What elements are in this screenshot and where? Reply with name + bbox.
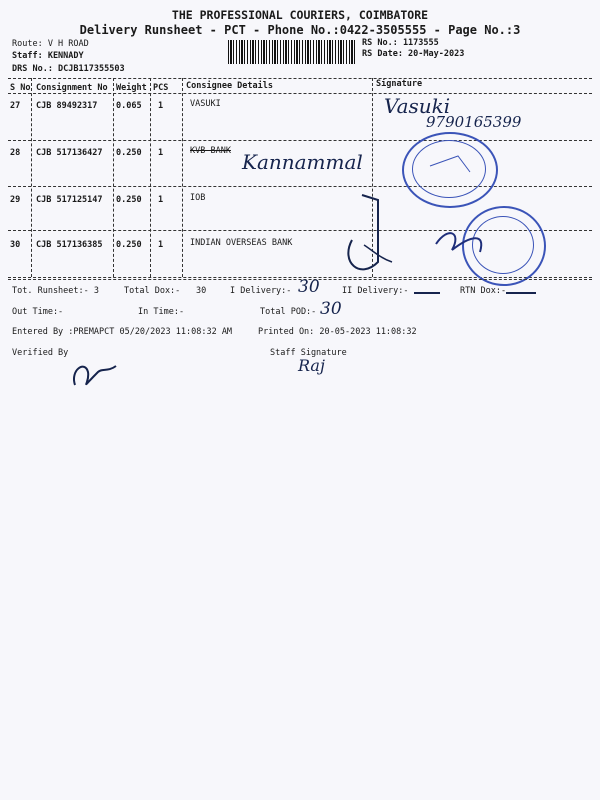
- out-time-label: Out Time:-: [12, 307, 64, 317]
- cell-consignee: KVB BANK: [190, 146, 231, 156]
- cell-sno: 30: [10, 240, 21, 250]
- i-delivery-value: 30: [298, 277, 320, 297]
- runsheet-subtitle: Delivery Runsheet - PCT - Phone No.:0422-3505555 - Page No.:3: [79, 23, 521, 37]
- cell-consignment: CJB 517136427: [36, 148, 103, 158]
- company-title: THE PROFESSIONAL COURIERS, COIMBATORE: [171, 8, 429, 22]
- cell-consignee: IOB: [190, 193, 206, 203]
- col-header-pcs: PCS: [153, 83, 169, 93]
- staff-signature: Raj: [298, 356, 325, 375]
- verified-by-label: Verified By: [12, 348, 69, 358]
- rs-date: RS Date: 20-May-2023: [362, 49, 465, 59]
- cell-weight: 0.250: [116, 148, 142, 158]
- in-time-label: In Time:-: [138, 307, 185, 317]
- entered-by: Entered By :PREMAPCT 05/20/2023 11:08:32 AM: [12, 327, 233, 337]
- cell-consignee: INDIAN OVERSEAS BANK: [190, 238, 293, 248]
- col-header-sno: S No: [10, 83, 31, 93]
- total-dox-value: 30: [196, 286, 207, 296]
- handwritten-phone: 9790165399: [426, 113, 522, 131]
- total-pod-label: Total POD:-: [260, 307, 317, 317]
- cell-consignment: CJB 89492317: [36, 101, 98, 111]
- cell-pcs: 1: [158, 148, 164, 158]
- ii-delivery-label: II Delivery:-: [342, 286, 409, 296]
- cell-weight: 0.250: [116, 195, 142, 205]
- cell-consignment: CJB 517125147: [36, 195, 103, 205]
- cell-sno: 27: [10, 101, 21, 111]
- cell-pcs: 1: [158, 195, 164, 205]
- route-label: Route: V H ROAD: [12, 39, 89, 49]
- staff-signature-label: Staff Signature: [270, 348, 347, 358]
- staff-label: Staff: KENNADY: [12, 51, 84, 61]
- col-header-signature: Signature: [376, 79, 423, 89]
- cell-weight: 0.065: [116, 101, 142, 111]
- col-header-consignment: Consignment No: [36, 83, 108, 93]
- cell-pcs: 1: [158, 101, 164, 111]
- rtn-dox-label: RTN Dox:-: [460, 286, 507, 296]
- signature-vasuki: Vasuki: [384, 94, 451, 118]
- total-runsheet: Tot. Runsheet:- 3: [12, 286, 99, 296]
- cell-consignment: CJB 517136385: [36, 240, 103, 250]
- printed-on: Printed On: 20-05-2023 11:08:32: [258, 327, 417, 337]
- col-header-consignee: Consignee Details: [186, 81, 273, 91]
- total-pod-value: 30: [320, 299, 342, 319]
- cell-weight: 0.250: [116, 240, 142, 250]
- i-delivery-label: I Delivery:-: [230, 286, 292, 296]
- cell-pcs: 1: [158, 240, 164, 250]
- ii-delivery-dash: [414, 292, 440, 294]
- cell-consignee: VASUKI: [190, 99, 221, 109]
- cell-sno: 28: [10, 148, 21, 158]
- drs-number: DRS No.: DCJB117355503: [12, 64, 125, 74]
- signature-kannammal: Kannammal: [242, 150, 363, 174]
- cell-sno: 29: [10, 195, 21, 205]
- col-header-weight: Weight: [116, 83, 147, 93]
- total-dox-label: Total Dox:-: [124, 286, 181, 296]
- rtn-dox-dash: [506, 292, 536, 294]
- rs-number: RS No.: 1173555: [362, 38, 439, 48]
